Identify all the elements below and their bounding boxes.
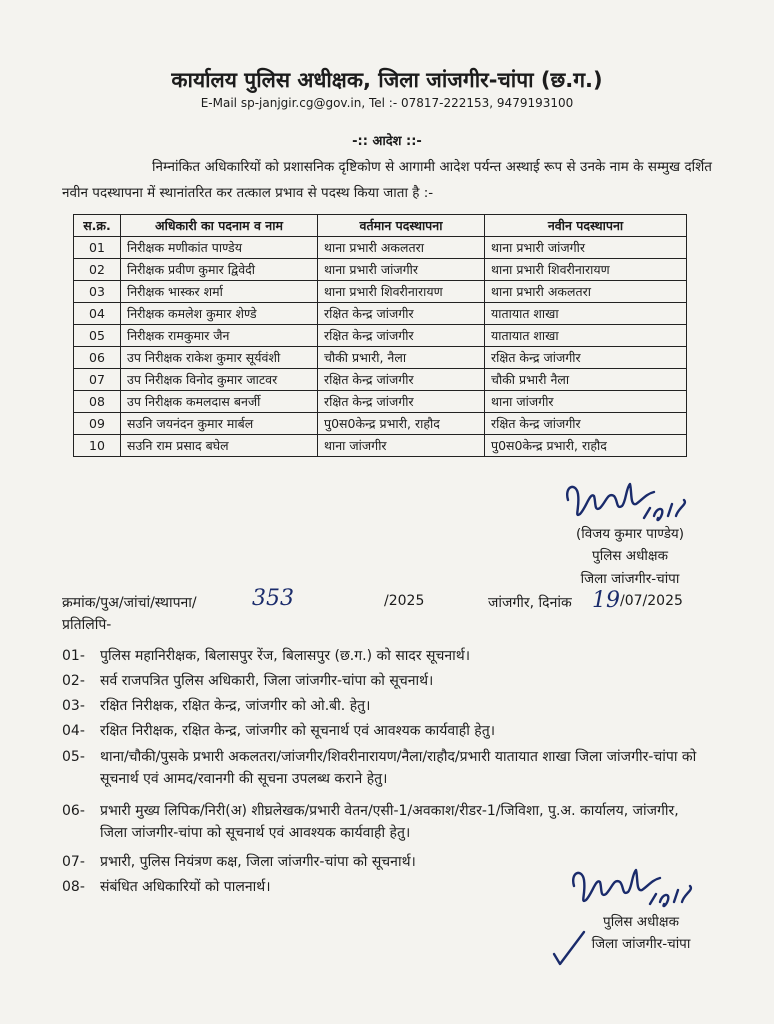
ref-month-year: /07/2025 [620, 593, 683, 609]
copy-label: प्रतिलिपि- [62, 617, 112, 633]
current-posting-cell: रक्षित केन्द्र जांजगीर [318, 325, 485, 347]
current-posting-cell: पु0स0केन्द्र प्रभारी, राहौद [318, 413, 485, 435]
copy-item-text: प्रभारी मुख्य लिपिक/निरी(अ) शीघ्रलेखक/प्रभारी वेतन/एसी-1/अवकाश/रीडर-1/जिविशा, पु.अ. कार्यालय, जांजगीर, जिला जांजगीर-चांपा को सूचनार्थ एवं आवश्यक कार्यवाही हेतु। [100, 803, 679, 841]
table-row [74, 303, 687, 325]
table-row [74, 435, 687, 457]
copy-item-number: 05- [62, 749, 85, 765]
new-posting-cell: यातायात शाखा [485, 303, 687, 325]
col-serial: स.क्र. [74, 215, 121, 237]
signatory-name: (विजय कुमार पाण्डेय) [575, 526, 685, 542]
officer-cell: उप निरीक्षक विनोद कुमार जाटवर [121, 369, 318, 391]
col-new-posting: नवीन पदस्थापना [485, 215, 687, 237]
signature-mark [566, 864, 706, 916]
ref-place-date-label: जांजगीर, दिनांक [488, 595, 572, 611]
signatory2-designation: पुलिस अधीक्षक [603, 914, 679, 930]
table-row [74, 347, 687, 369]
copy-item [62, 695, 702, 717]
officer-cell: निरीक्षक मणीकांत पाण्डेय [121, 237, 318, 259]
officer-cell: उप निरीक्षक राकेश कुमार सूर्यवंशी [121, 347, 318, 369]
copy-item [62, 670, 702, 692]
current-posting-cell: चौकी प्रभारी, नैला [318, 347, 485, 369]
current-posting-cell: रक्षित केन्द्र जांजगीर [318, 303, 485, 325]
serial-cell: 05 [74, 325, 121, 347]
new-posting-cell: थाना प्रभारी अकलतरा [485, 281, 687, 303]
copy-item [62, 746, 702, 790]
table-row [74, 259, 687, 281]
serial-cell: 07 [74, 369, 121, 391]
current-posting-cell: रक्षित केन्द्र जांजगीर [318, 369, 485, 391]
office-title: कार्यालय पुलिस अधीक्षक, जिला जांजगीर-चांपा (छ.ग.) [171, 68, 603, 92]
table-row [74, 325, 687, 347]
signatory2-district: जिला जांजगीर-चांपा [591, 936, 691, 952]
officer-cell: निरीक्षक भास्कर शर्मा [121, 281, 318, 303]
copy-item-number: 07- [62, 854, 85, 870]
serial-cell: 04 [74, 303, 121, 325]
table-row [74, 413, 687, 435]
office-contact: E-Mail sp-janjgir.cg@gov.in, Tel :- 07817-222153, 9479193100 [200, 96, 574, 110]
copy-item-number: 01- [62, 648, 85, 664]
copy-item-text: पुलिस महानिरीक्षक, बिलासपुर रेंज, बिलासपुर (छ.ग.) को सादर सूचनार्थ। [100, 648, 471, 664]
new-posting-cell: रक्षित केन्द्र जांजगीर [485, 347, 687, 369]
copy-item-text: रक्षित निरीक्षक, रक्षित केन्द्र, जांजगीर को सूचनार्थ एवं आवश्यक कार्यवाही हेतु। [100, 723, 496, 739]
copy-item-text: संबंधित अधिकारियों को पालनार्थ। [100, 879, 271, 895]
copy-item [62, 720, 702, 742]
col-current-posting: वर्तमान पदस्थापना [318, 215, 485, 237]
new-posting-cell: थाना जांजगीर [485, 391, 687, 413]
copy-item-text: रक्षित निरीक्षक, रक्षित केन्द्र, जांजगीर को ओ.बी. हेतु। [100, 698, 371, 714]
serial-cell: 06 [74, 347, 121, 369]
officer-cell: निरीक्षक रामकुमार जैन [121, 325, 318, 347]
table-row [74, 237, 687, 259]
serial-cell: 09 [74, 413, 121, 435]
current-posting-cell: थाना प्रभारी जांजगीर [318, 259, 485, 281]
officer-cell: उप निरीक्षक कमलदास बनर्जी [121, 391, 318, 413]
table-row [74, 369, 687, 391]
serial-cell: 02 [74, 259, 121, 281]
serial-cell: 10 [74, 435, 121, 457]
serial-cell: 08 [74, 391, 121, 413]
copy-item [62, 645, 702, 667]
new-posting-cell: रक्षित केन्द्र जांजगीर [485, 413, 687, 435]
current-posting-cell: रक्षित केन्द्र जांजगीर [318, 391, 485, 413]
copy-item-number: 08- [62, 879, 85, 895]
table-row [74, 391, 687, 413]
new-posting-cell: चौकी प्रभारी नैला [485, 369, 687, 391]
signatory-designation: पुलिस अधीक्षक [592, 548, 668, 564]
officer-cell: सउनि राम प्रसाद बघेल [121, 435, 318, 457]
ref-year: /2025 [384, 593, 425, 609]
serial-cell: 03 [74, 281, 121, 303]
order-heading: -:: आदेश ::- [352, 134, 422, 149]
signature-mark [560, 478, 700, 530]
new-posting-cell: थाना प्रभारी शिवरीनारायण [485, 259, 687, 281]
table-header-row [74, 215, 687, 237]
signatory-district: जिला जांजगीर-चांपा [580, 571, 680, 587]
ref-number: 353 [252, 586, 294, 611]
current-posting-cell: थाना प्रभारी शिवरीनारायण [318, 281, 485, 303]
officer-cell: निरीक्षक प्रवीण कुमार द्विवेदी [121, 259, 318, 281]
current-posting-cell: थाना प्रभारी अकलतरा [318, 237, 485, 259]
officer-cell: सउनि जयनंदन कुमार मार्बल [121, 413, 318, 435]
new-posting-cell: थाना प्रभारी जांजगीर [485, 237, 687, 259]
copy-item-number: 03- [62, 698, 85, 714]
copy-item-number: 04- [62, 723, 85, 739]
copy-item-text: थाना/चौकी/पुसके प्रभारी अकलतरा/जांजगीर/शिवरीनारायण/नैला/राहौद/प्रभारी यातायात शाखा जिला जांजगीर-चांपा को सूचनार्थ एवं आमद/रवानगी की सूचना उपलब्ध कराने हेतु। [100, 749, 697, 787]
col-officer: अधिकारी का पदनाम व नाम [121, 215, 318, 237]
copy-item-text: सर्व राजपत्रित पुलिस अधिकारी, जिला जांजगीर-चांपा को सूचनार्थ। [100, 673, 434, 689]
table-row [74, 281, 687, 303]
ref-prefix: क्रमांक/पुअ/जांचां/स्थापना/ [62, 595, 197, 611]
serial-cell: 01 [74, 237, 121, 259]
copy-item [62, 800, 702, 844]
current-posting-cell: थाना जांजगीर [318, 435, 485, 457]
copy-item-text: प्रभारी, पुलिस नियंत्रण कक्ष, जिला जांजगीर-चांपा को सूचनार्थ। [100, 854, 416, 870]
transfer-table [73, 214, 687, 457]
copy-item-number: 06- [62, 803, 85, 819]
ref-day: 19 [592, 588, 620, 613]
officer-cell: निरीक्षक कमलेश कुमार शेण्डे [121, 303, 318, 325]
copy-item-number: 02- [62, 673, 85, 689]
new-posting-cell: पु0स0केन्द्र प्रभारी, राहौद [485, 435, 687, 457]
new-posting-cell: यातायात शाखा [485, 325, 687, 347]
order-intro: निम्नांकित अधिकारियों को प्रशासनिक दृष्टिकोण से आगामी आदेश पर्यन्त अस्थाई रूप से उनके नाम के सम्मुख दर्शित नवीन पदस्थापना में स्थानांतरित कर तत्काल प्रभाव से पदस्थ किया जाता है :- [62, 159, 712, 201]
